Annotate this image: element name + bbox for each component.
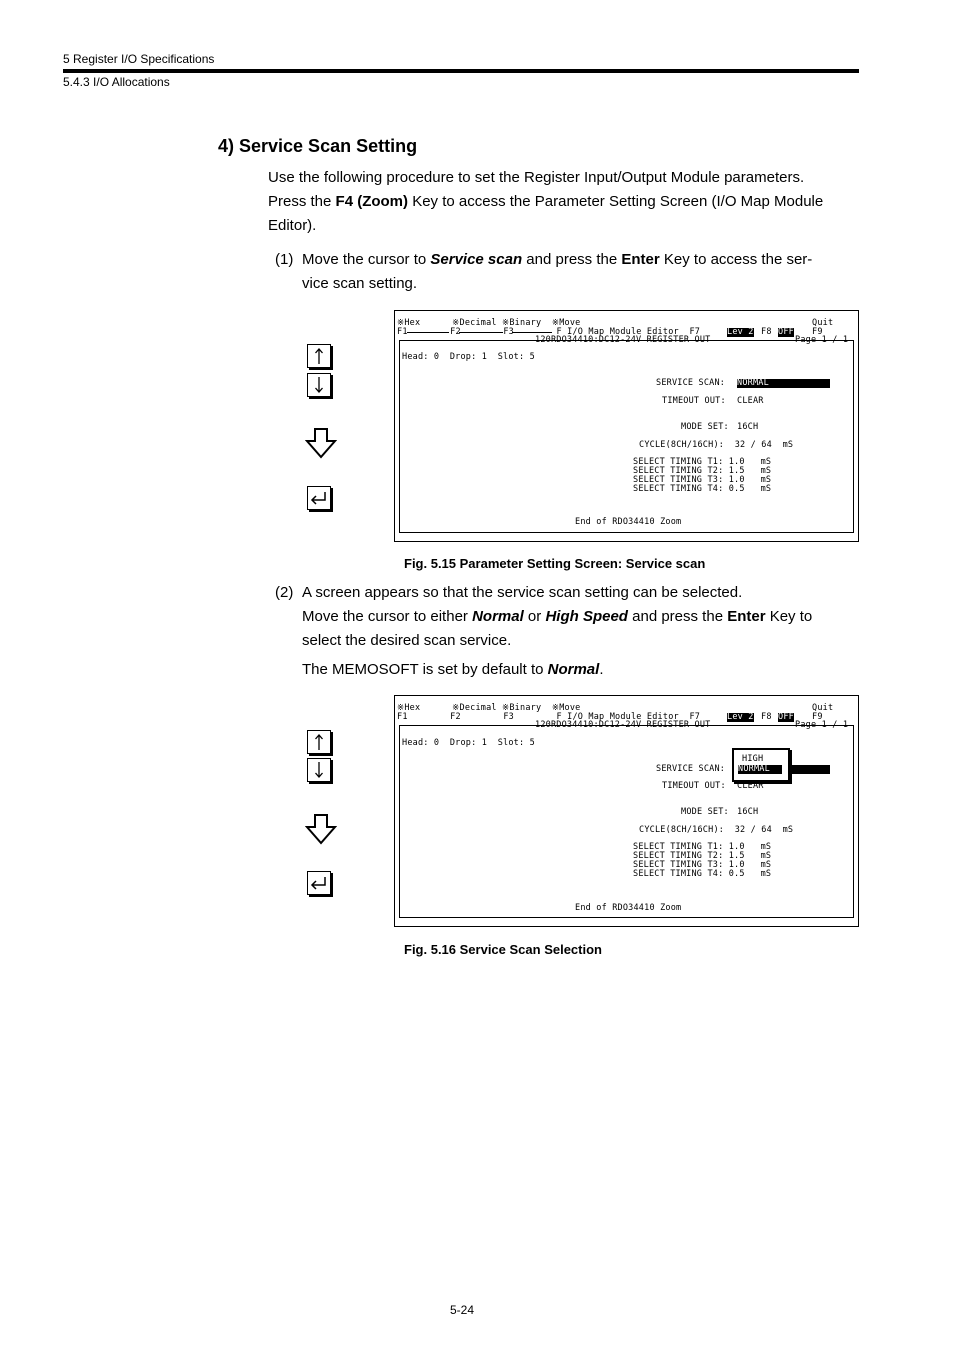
step-text: select the desired scan service. — [302, 632, 512, 649]
down-arrow-icon — [305, 813, 337, 850]
step-text: Move the cursor to — [302, 251, 431, 268]
off-indicator: OFF — [778, 712, 794, 722]
figure-caption: Fig. 5.15 Parameter Setting Screen: Service scan — [404, 556, 706, 571]
timeout-field[interactable]: CLEAR — [737, 396, 764, 406]
timing-t3: SELECT TIMING T3: 1.0 mS — [633, 860, 772, 870]
step-text: . — [599, 661, 604, 678]
mode-label: MODE SET: — [681, 422, 729, 432]
normal-term: Normal — [472, 608, 524, 625]
timing-t2: SELECT TIMING T2: 1.5 mS — [633, 851, 772, 861]
intro-line-3: Editor). — [268, 217, 317, 234]
off-indicator: OFF — [778, 327, 794, 337]
step-text: and press the — [522, 251, 622, 268]
screen-frame — [399, 340, 854, 533]
up-arrow-key-icon — [307, 344, 331, 368]
enter-key-label: Enter — [621, 251, 660, 268]
enter-key-label: Enter — [727, 608, 766, 625]
step-text: vice scan setting. — [302, 275, 418, 292]
parameter-setting-screen — [394, 310, 859, 542]
service-scan-label: SERVICE SCAN: — [656, 378, 726, 388]
intro-paragraph — [268, 166, 868, 238]
lev-indicator: Lev 2 — [727, 712, 754, 722]
zoom-footer: End of RDO34410 Zoom — [575, 517, 682, 527]
header-rule — [63, 69, 859, 73]
step-text: or — [523, 608, 546, 625]
quit-label[interactable]: Quit — [812, 703, 834, 713]
intro-line-1: Use the following procedure to set the Register Input/Output Module parameters. — [268, 169, 805, 186]
cycle-line: CYCLE(8CH/16CH): 32 / 64 mS — [639, 440, 794, 450]
step-text: The MEMOSOFT is set by default to — [302, 661, 548, 678]
down-arrow-key-icon — [307, 373, 331, 397]
page-indicator: Page 1 / 1 — [795, 335, 849, 345]
quit-label[interactable]: Quit — [812, 318, 834, 328]
step-text: A screen appears so that the service scan setting can be selected. — [302, 584, 743, 601]
enter-key-icon — [307, 486, 331, 510]
cycle-line: CYCLE(8CH/16CH): 32 / 64 mS — [639, 825, 794, 835]
step-text: and press the — [627, 608, 728, 625]
mode-label: MODE SET: — [681, 807, 729, 817]
timeout-label: TIMEOUT OUT: — [662, 781, 726, 791]
service-scan-selection-screen — [394, 695, 859, 927]
page-indicator: Page 1 / 1 — [795, 720, 849, 730]
up-arrow-key-icon — [307, 730, 331, 754]
step-1-text — [302, 248, 862, 296]
enter-key-icon — [307, 871, 331, 895]
step-text: Key to — [765, 608, 813, 625]
timing-t4: SELECT TIMING T4: 0.5 mS — [633, 484, 772, 494]
f8-label: F8 — [761, 327, 772, 337]
module-title: 120RDO34410:DC12-24V REGISTER OUT — [535, 335, 711, 345]
mode-field[interactable]: 16CH — [737, 807, 759, 817]
normal-term: Normal — [547, 661, 600, 678]
step-number: (2) — [275, 584, 294, 601]
function-key-bar: F1 F2 F3 F I/O Map Module Editor F7 — [397, 712, 701, 722]
function-key-labels: ※Hex ※Decimal ※Binary ※Move — [397, 318, 581, 328]
mode-field[interactable]: 16CH — [737, 422, 759, 432]
service-scan-field[interactable]: NORMAL — [737, 379, 830, 388]
running-header-chapter: 5 Register I/O Specifications — [63, 52, 215, 66]
timing-t2: SELECT TIMING T2: 1.5 mS — [633, 466, 772, 476]
step-2-text — [302, 581, 862, 682]
head-drop-slot: Head: 0 Drop: 1 Slot: 5 — [402, 738, 535, 748]
f9-label: F9 — [812, 712, 823, 722]
down-arrow-icon — [305, 427, 337, 464]
intro-text: Press the — [268, 193, 336, 210]
service-scan-dropdown[interactable] — [732, 748, 790, 782]
zoom-footer: End of RDO34410 Zoom — [575, 903, 682, 913]
timing-t4: SELECT TIMING T4: 0.5 mS — [633, 869, 772, 879]
step-text: Move the cursor to either — [302, 608, 473, 625]
figure-caption: Fig. 5.16 Service Scan Selection — [404, 942, 602, 957]
intro-line-2 — [268, 190, 868, 214]
high-speed-term: High Speed — [545, 608, 628, 625]
f4-key-label: F4 (Zoom) — [335, 193, 409, 210]
running-header-section: 5.4.3 I/O Allocations — [63, 75, 170, 89]
timing-t1: SELECT TIMING T1: 1.0 mS — [633, 457, 772, 467]
timing-t1: SELECT TIMING T1: 1.0 mS — [633, 842, 772, 852]
service-scan-label: SERVICE SCAN: — [656, 764, 726, 774]
section-title: 4) Service Scan Setting — [218, 136, 418, 156]
f8-label: F8 — [761, 712, 772, 722]
intro-text: Key to access the Parameter Setting Screen (I/O Map Module — [408, 193, 824, 210]
module-title: 120RDO34410:DC12-24V REGISTER OUT — [535, 720, 711, 730]
step-text: Key to access the ser- — [659, 251, 813, 268]
lev-indicator: Lev 2 — [727, 327, 754, 337]
function-key-labels: ※Hex ※Decimal ※Binary ※Move — [397, 703, 581, 713]
option-high[interactable]: HIGH — [742, 754, 764, 764]
service-scan-term: Service scan — [430, 251, 523, 268]
f9-label: F9 — [812, 327, 823, 337]
timeout-label: TIMEOUT OUT: — [662, 396, 726, 406]
page-number: 5-24 — [450, 1303, 475, 1317]
timing-t3: SELECT TIMING T3: 1.0 mS — [633, 475, 772, 485]
head-drop-slot: Head: 0 Drop: 1 Slot: 5 — [402, 352, 535, 362]
function-key-bar: F1 F2 F3 F I/O Map Module Editor F7 — [397, 327, 701, 337]
down-arrow-key-icon — [307, 758, 331, 782]
option-normal[interactable]: NORMAL — [738, 765, 782, 774]
timeout-field[interactable]: CLEAR — [737, 781, 764, 791]
step-number: (1) — [275, 251, 294, 268]
